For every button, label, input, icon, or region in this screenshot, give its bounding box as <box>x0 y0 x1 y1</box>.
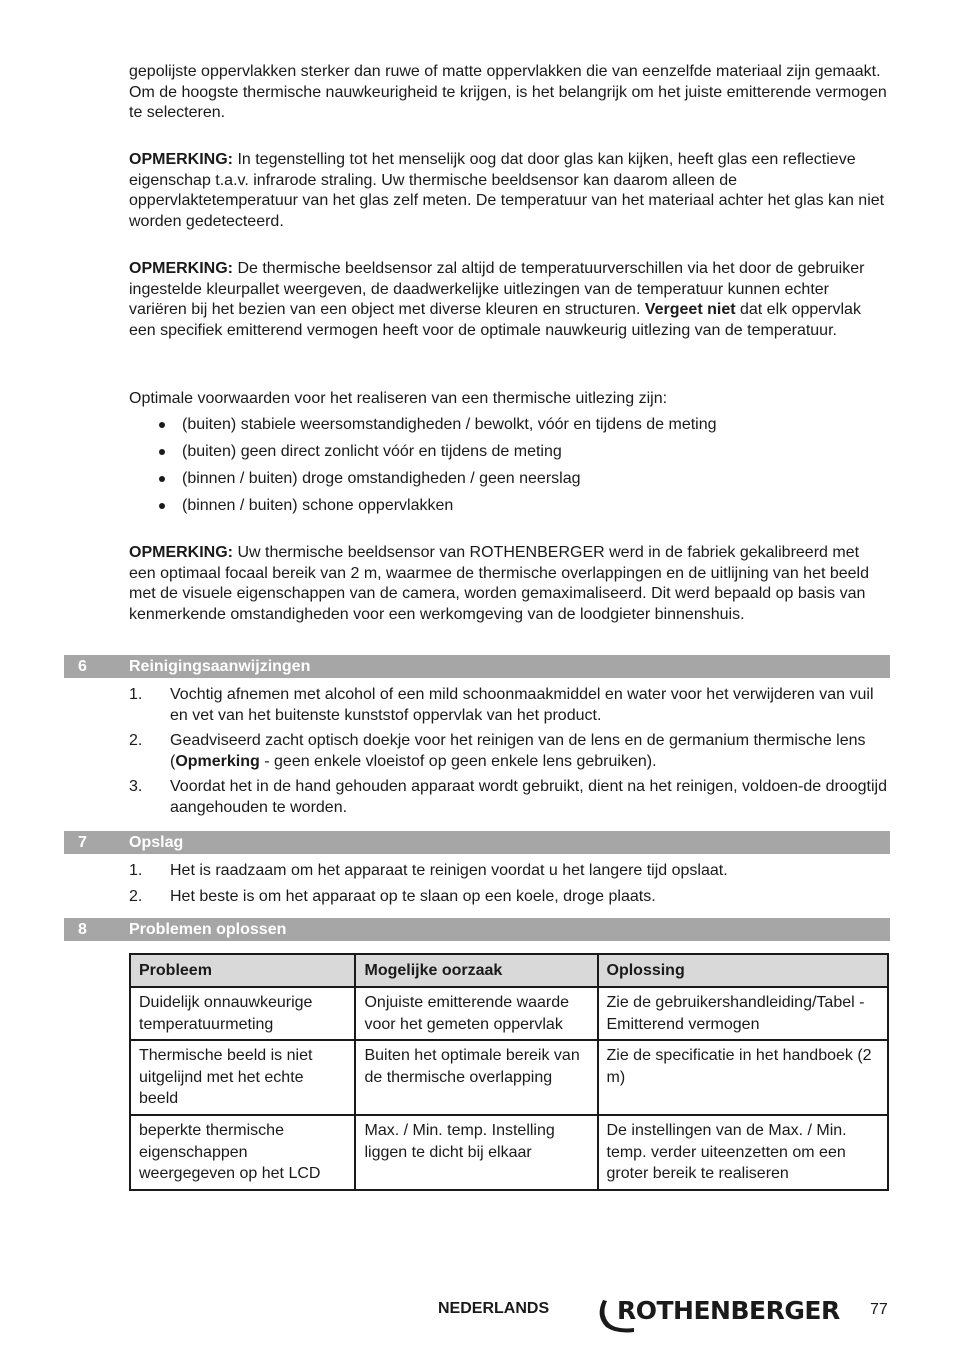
list-item-text: (binnen / buiten) schone oppervlakken <box>182 497 454 514</box>
troubleshooting-table <box>129 953 889 1191</box>
list-item <box>129 442 889 469</box>
step-text: Vochtig afnemen met alcohol of een mild schoonmaakmiddel en water voor het verwijderen van vuil en vet van het buitenste kunststof oppervlak van het product. <box>170 686 874 724</box>
table-cell: Buiten het optimale bereik van de thermische overlapping <box>355 1040 597 1115</box>
table-cell: Max. / Min. temp. Instelling liggen te dicht bij elkaar <box>355 1115 597 1190</box>
section-header-troubleshooting <box>64 918 890 941</box>
footer-language: NEDERLANDS <box>438 1300 550 1317</box>
list-item <box>129 731 891 772</box>
intro-text: gepolijste oppervlakken sterker dan ruwe of matte oppervlakken die van eenzelfde materiaal zijn gemaakt. Om de hoogste thermische nauwkeurigheid te krijgen, is het belangrijk om het juiste emitterende vermogen te selecteren. <box>129 63 887 122</box>
rothenberger-logo <box>594 1294 840 1336</box>
step-text: Geadviseerd zacht optisch doekje voor het reinigen van de lens en de germanium thermische lens ( <box>170 732 866 770</box>
list-item-text: (buiten) geen direct zonlicht vóór en tijdens de meting <box>182 443 562 460</box>
section-title: Reinigingsaanwijzingen <box>129 658 311 675</box>
conditions-list <box>129 415 889 523</box>
list-item <box>129 861 891 882</box>
bullet-icon <box>159 449 165 455</box>
storage-steps <box>129 861 891 907</box>
step-text: Het beste is om het apparaat op te slaan op een koele, droge plaats. <box>170 887 656 905</box>
note-text: Uw thermische beeldsensor van ROTHENBERGER werd in de fabriek gekalibreerd met een optimaal focaal bereik van 2 m, waarmee de thermische overlappingen en de uitlijning van het beeld met de visuele eigenschappen van de camera, worden gemaximaliseerd. Dit werd bepaald op basis van kenmerkende omstandigheden voor een werkomgeving van de loodgieter binnenshuis. <box>129 544 870 623</box>
list-item <box>129 685 891 726</box>
column-header: Probleem <box>130 954 355 987</box>
page-number: 77 <box>870 1301 888 1318</box>
list-item <box>129 496 889 523</box>
step-number: 1. <box>129 862 143 879</box>
list-item <box>129 887 891 908</box>
section-number: 8 <box>78 921 87 938</box>
section-title: Problemen oplossen <box>129 921 287 938</box>
note-label: OPMERKING: <box>129 260 233 277</box>
step-number: 3. <box>129 778 143 796</box>
note-glass <box>129 150 889 232</box>
table-header-row <box>130 954 888 987</box>
step-number: 2. <box>129 732 143 750</box>
note-emphasis: Vergeet niet <box>644 301 736 319</box>
section-number: 7 <box>78 834 87 851</box>
step-number: 2. <box>129 887 143 905</box>
note-text: dat elk oppervlak een specifiek emitterend vermogen heeft voor de optimale nauwkeurig uitlezing van de temperatuur. <box>129 301 861 339</box>
section-header-cleaning <box>64 655 890 678</box>
note-label: OPMERKING: <box>129 151 233 168</box>
step-number: 1. <box>129 686 143 703</box>
section-header-storage <box>64 831 890 854</box>
table-row <box>130 987 888 1040</box>
note-calibration <box>129 543 889 625</box>
table-cell: Zie de specificatie in het handboek (2 m) <box>598 1040 889 1115</box>
bullet-icon <box>159 503 165 509</box>
table-row <box>130 1115 888 1190</box>
column-header: Oplossing <box>598 954 889 987</box>
step-text: Het is raadzaam om het apparaat te reinigen voordat u het langere tijd opslaat. <box>170 862 728 879</box>
bullet-icon <box>159 422 165 428</box>
intro-paragraph <box>129 62 889 124</box>
cleaning-steps <box>129 685 891 819</box>
step-text: - geen enkele vloeistof op geen enkele lens gebruiken). <box>259 752 657 770</box>
section-number: 6 <box>78 658 87 675</box>
step-text: Voordat het in de hand gehouden apparaat wordt gebruikt, dient na het reinigen, voldoen-de droogtijd aangehouden te worden. <box>170 778 887 816</box>
logo-wordmark: ROTHENBERGER <box>617 1296 840 1325</box>
list-item-text: (buiten) stabiele weersomstandigheden / bewolkt, vóór en tijdens de meting <box>182 416 717 433</box>
table-cell: Duidelijk onnauwkeurige temperatuurmeting <box>130 987 355 1040</box>
section-title: Opslag <box>129 834 184 851</box>
note-palette <box>129 259 889 341</box>
note-text: De thermische beeldsensor zal altijd de temperatuurverschillen via het door de gebruiker ingestelde kleurpallet weergeven, de daadwerkelijke uitlezingen van de temperatuur kunnen echter variëren bij het bezien van een object met diverse kleuren en structuren. <box>129 260 865 319</box>
bullet-icon <box>159 476 165 482</box>
table-cell: Zie de gebruikershandleiding/Tabel - Emitterend vermogen <box>598 987 889 1040</box>
column-header: Mogelijke oorzaak <box>355 954 597 987</box>
table-cell: De instellingen van de Max. / Min. temp. verder uiteenzetten om een groter bereik te realiseren <box>598 1115 889 1190</box>
conditions-intro <box>129 389 889 410</box>
table-row <box>130 1040 888 1115</box>
note-text: In tegenstelling tot het menselijk oog dat door glas kan kijken, heeft glas een reflectieve eigenschap t.a.v. infrarode straling. Uw thermische beeldsensor kan daarom alleen de oppervlaktetemperatuur van het glas zelf meten. De temperatuur van het materiaal achter het glas kan niet worden gedetecteerd. <box>129 151 885 230</box>
table-cell: beperkte thermische eigenschappen weergegeven op het LCD <box>130 1115 355 1190</box>
table-cell: Onjuiste emitterende waarde voor het gemeten oppervlak <box>355 987 597 1040</box>
list-item <box>129 469 889 496</box>
step-emphasis: Opmerking <box>175 752 260 770</box>
note-label: OPMERKING: <box>129 544 233 561</box>
conditions-intro-text: Optimale voorwaarden voor het realiseren van een thermische uitlezing zijn: <box>129 390 668 407</box>
list-item <box>129 415 889 442</box>
table-cell: Thermische beeld is niet uitgelijnd met het echte beeld <box>130 1040 355 1115</box>
list-item <box>129 777 891 818</box>
list-item-text: (binnen / buiten) droge omstandigheden / geen neerslag <box>182 470 581 487</box>
